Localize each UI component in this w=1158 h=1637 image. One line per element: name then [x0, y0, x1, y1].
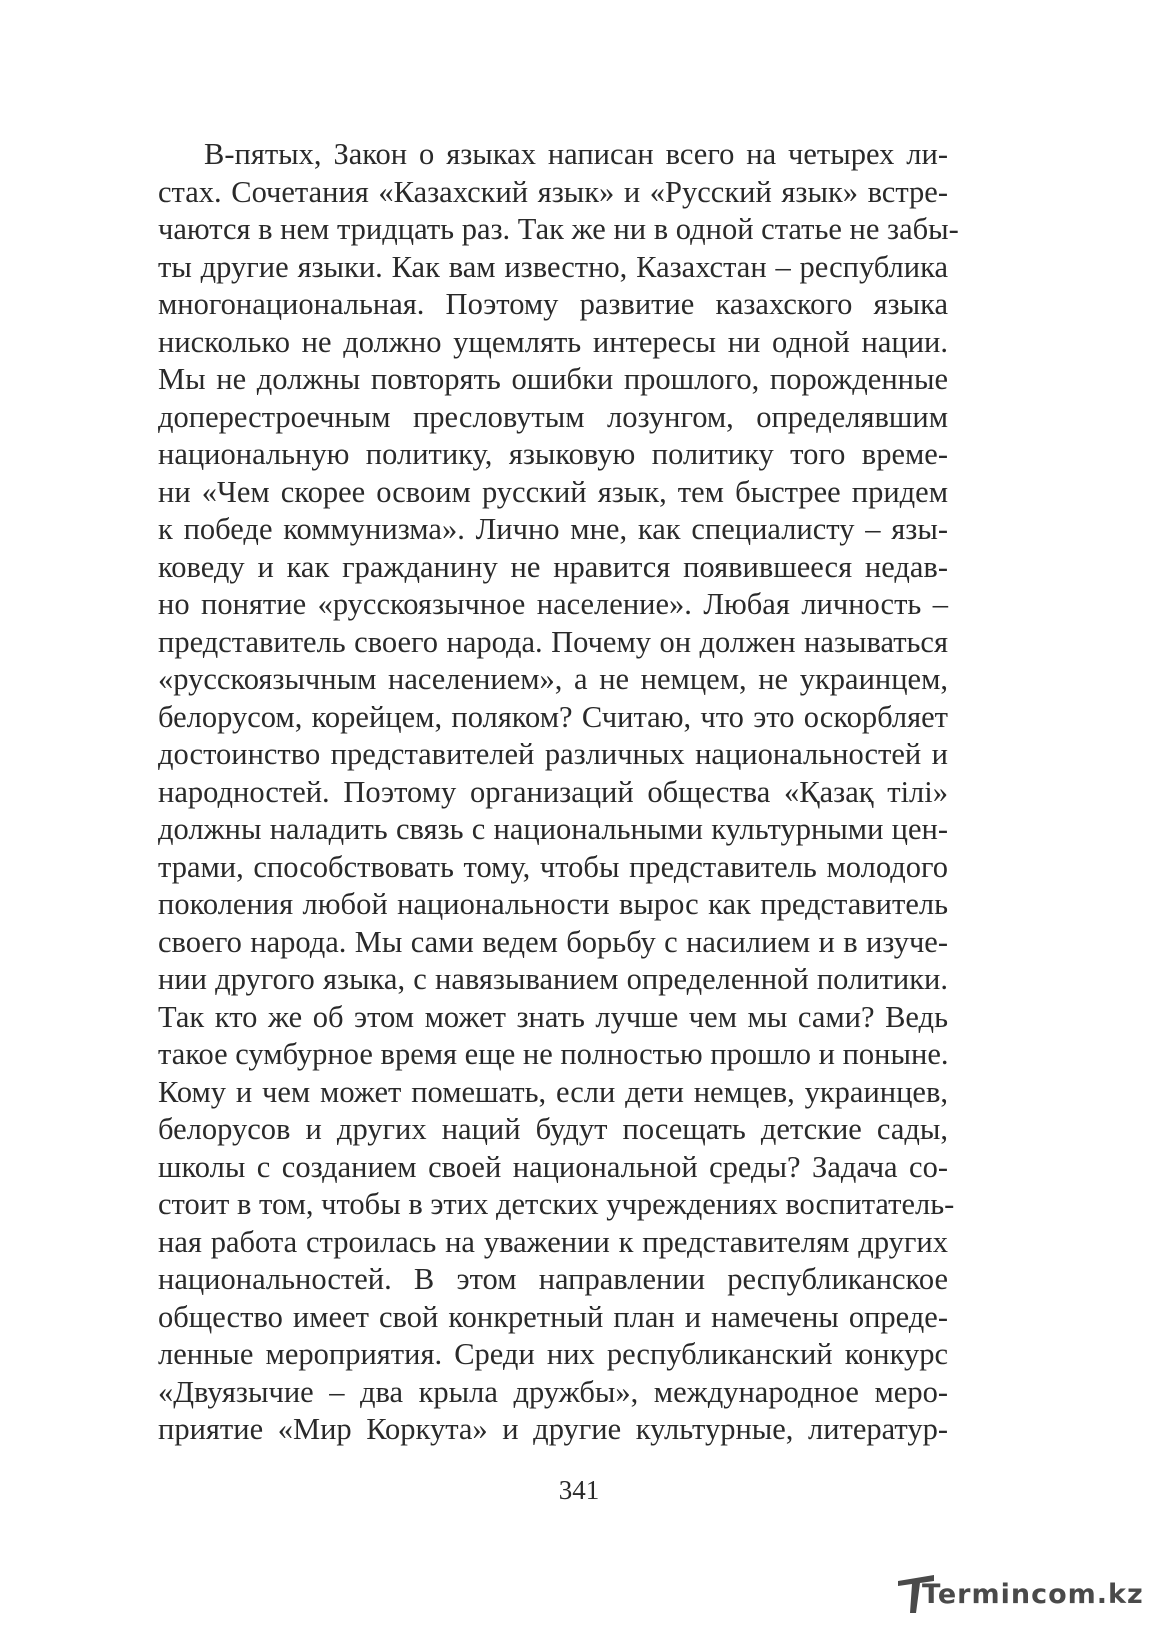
text-line: белорусов и других наций будут посещать детские сады, — [158, 1112, 948, 1146]
text-line: «Двуязычие – два крыла дружбы», международное меро- — [158, 1374, 948, 1409]
text-line: общество имеет свой конкретный план и намечены опреде- — [158, 1299, 948, 1334]
watermark-logo — [896, 1567, 1144, 1623]
text-line: стоит в том, чтобы в этих детских учреждениях воспитатель- — [158, 1187, 955, 1221]
watermark-text: Termincom.kz — [922, 1579, 1144, 1610]
text-line: Кому и чем может помешать, если дети немцев, украинцев, — [158, 1074, 948, 1109]
text-line: но понятие «русскоязычное население». Любая личность – — [158, 587, 948, 621]
text-line: национальную политику, языковую политику того време- — [158, 437, 948, 471]
text-line: приятие «Мир Коркута» и другие культурные, литератур- — [158, 1412, 948, 1446]
text-line: трами, способствовать тому, чтобы представитель молодого — [158, 849, 948, 884]
text-line: ни «Чем скорее освоим русский язык, тем быстрее придем — [158, 474, 948, 509]
text-line: чаются в нем тридцать раз. Так же ни в одной статье не забы- — [158, 212, 959, 246]
text-line: должны наладить связь с национальными культурными цен- — [158, 812, 948, 846]
text-line: школы с созданием своей национальной среды? Задача со- — [158, 1149, 948, 1184]
text-line: нии другого языка, с навязыванием определенной политики. — [158, 962, 948, 996]
text-line: поколения любой национальности вырос как представитель — [158, 887, 948, 921]
text-line: к победе коммунизма». Лично мне, как специалисту – язы- — [158, 512, 948, 546]
text-line: многонациональная. Поэтому развитие казахского языка — [158, 287, 948, 321]
text-line: Мы не должны повторять ошибки прошлого, порожденные — [158, 362, 948, 396]
text-line: своего народа. Мы сами ведем борьбу с насилием и в изуче- — [158, 924, 948, 959]
body-text — [158, 136, 959, 1449]
text-line: «русскоязычным населением», а не немцем, не украинцем, — [158, 662, 948, 696]
text-line: национальностей. В этом направлении республиканское — [158, 1262, 948, 1296]
text-line: ленные мероприятия. Среди них республиканский конкурс — [158, 1337, 948, 1371]
text-line: стах. Сочетания «Казахский язык» и «Русский язык» встре- — [158, 174, 948, 209]
text-line: ная работа строилась на уважении к представителям других — [158, 1224, 948, 1259]
text-line: достоинство представителей различных национальностей и — [158, 737, 948, 771]
text-line: В-пятых, Закон о языках написан всего на четырех ли- — [204, 137, 948, 171]
text-line: Так кто же об этом может знать лучше чем мы сами? Ведь — [158, 999, 948, 1034]
text-line: нисколько не должно ущемлять интересы ни одной нации. — [158, 324, 948, 359]
text-line: представитель своего народа. Почему он должен называться — [158, 624, 948, 659]
text-line: доперестроечным пресловутым лозунгом, определявшим — [158, 399, 948, 434]
text-line: коведу и как гражданину не нравится появившееся недав- — [158, 549, 948, 584]
page-number: 341 — [558, 1475, 600, 1505]
text-line: белорусом, корейцем, поляком? Считаю, что это оскорбляет — [158, 699, 948, 734]
text-line: ты другие языки. Как вам известно, Казахстан – республика — [158, 249, 948, 284]
text-line: народностей. Поэтому организаций общества «Қазақ тілі» — [158, 774, 948, 809]
text-line: такое сумбурное время еще не полностью прошло и поныне. — [158, 1037, 949, 1071]
